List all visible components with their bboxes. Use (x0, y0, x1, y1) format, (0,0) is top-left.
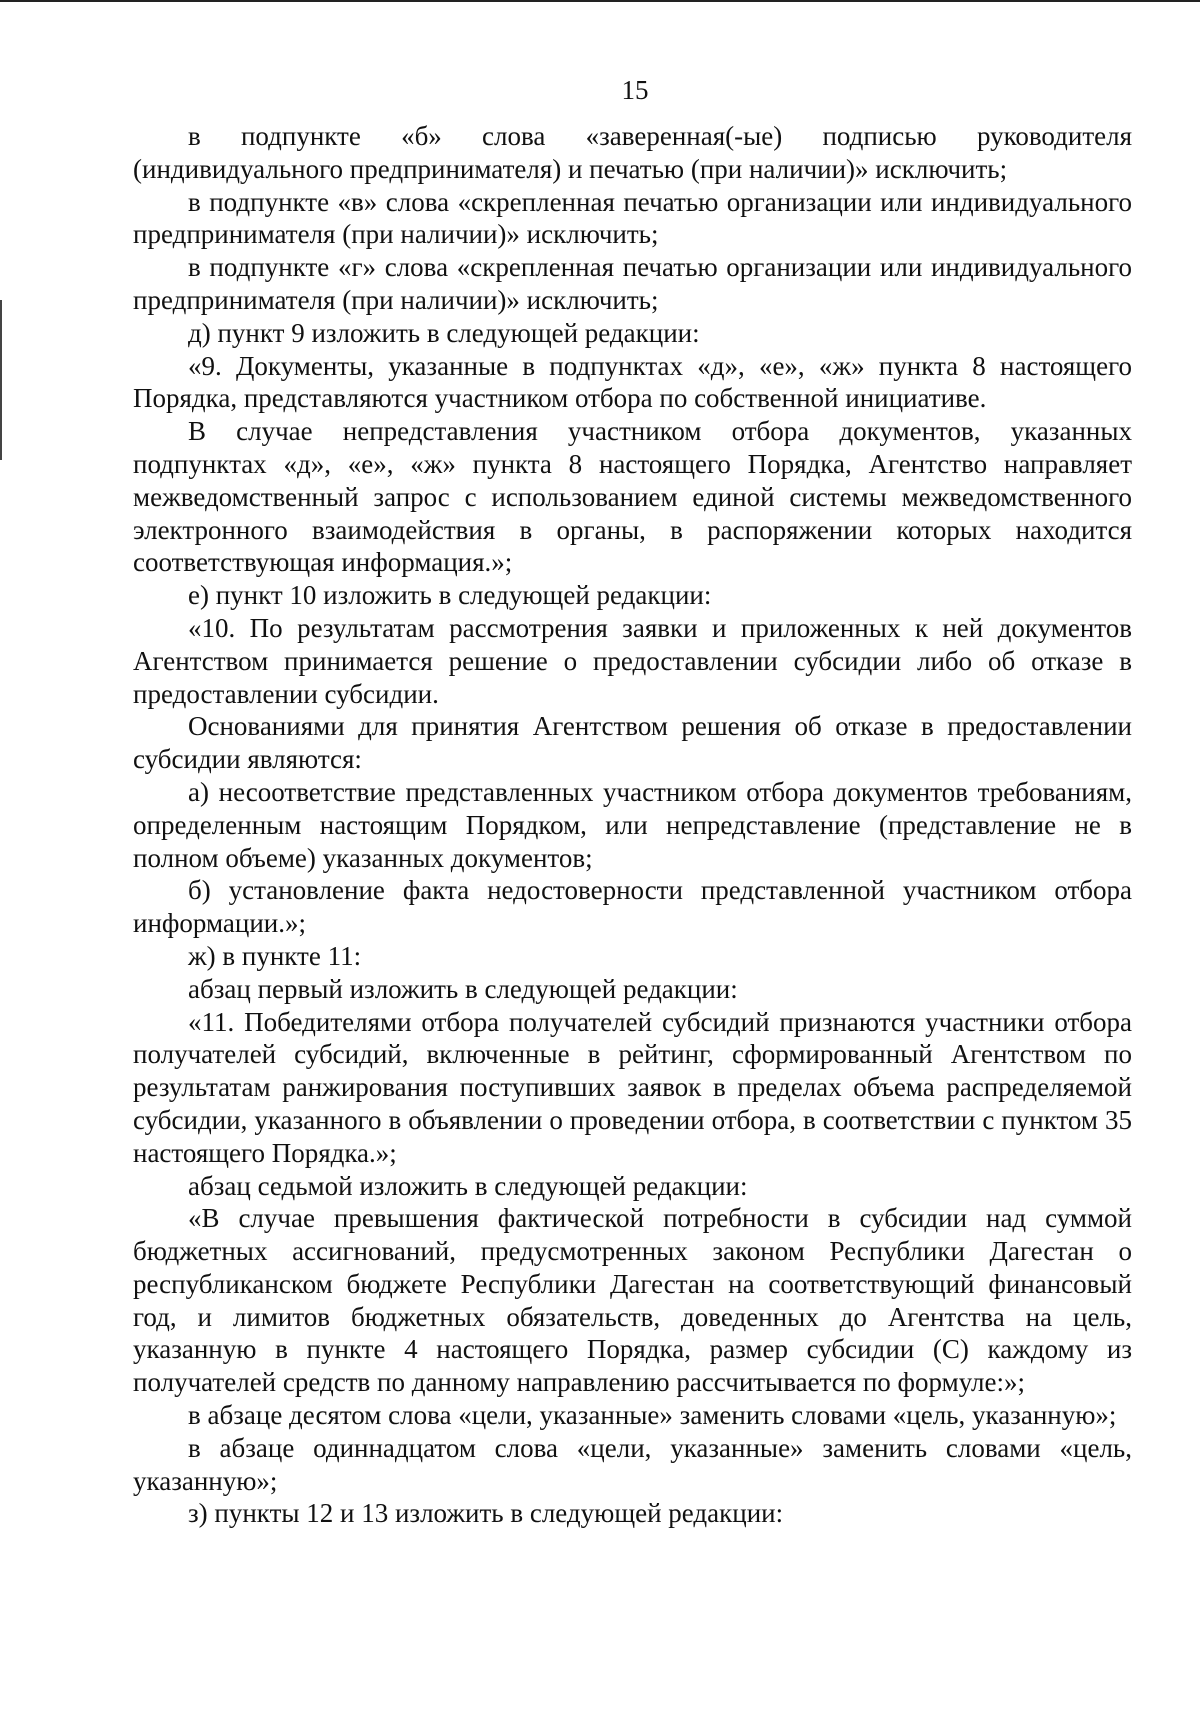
paragraph: в абзаце одиннадцатом слова «цели, указанные» заменить словами «цель, указанную»; (133, 1432, 1132, 1496)
paragraph: В случае непредставления участником отбора документов, указанных подпунктах «д», «е», «ж» пункта 8 настоящего Порядка, Агентство направляет межведомственный запрос с использованием единой системы межведомственного электронного взаимодействия в органы, в распоряжении которых находится соответствующая информация.»; (133, 416, 1132, 578)
paragraph: «11. Победителями отбора получателей субсидий признаются участники отбора получателей субсидий, включенные в рейтинг, сформированный Агентством по результатам ранжирования поступивших заявок в пределах объема распределяемой субсидии, указанного в объявлении о проведении отбора, в соответствии с пунктом 35 настоящего Порядка.»; (133, 1006, 1132, 1168)
paragraph: в абзаце десятом слова «цели, указанные» заменить словами «цель, указанную»; (188, 1400, 1117, 1431)
paragraph: «9. Документы, указанные в подпунктах «д», «е», «ж» пункта 8 настоящего Порядка, представляются участником отбора по собственной инициативе. (133, 350, 1132, 414)
paragraph: Основаниями для принятия Агентством решения об отказе в предоставлении субсидии являются: (133, 711, 1132, 775)
document-body (133, 120, 1132, 1530)
paragraph: в подпункте «б» слова «заверенная(-ые) подписью руководителя (индивидуального предпринимателя) и печатью (при наличии)» исключить; (133, 121, 1132, 184)
paragraph: «В случае превышения фактической потребности в субсидии над суммой бюджетных ассигнований, предусмотренных законом Республики Дагестан о республиканском бюджете Республики Дагестан на соответствующий финансовый год, и лимитов бюджетных обязательств, доведенных до Агентства на цель, указанную в пункте 4 настоящего Порядка, размер субсидии (С) каждому из получателей средств по данному направлению рассчитывается по формуле:»; (133, 1203, 1132, 1398)
paragraph: в подпункте «г» слова «скрепленная печатью организации или индивидуального предпринимателя (при наличии)» исключить; (133, 252, 1132, 315)
paragraph: абзац седьмой изложить в следующей редакции: (188, 1170, 748, 1201)
paragraph: «10. По результатам рассмотрения заявки и приложенных к ней документов Агентством принимается решение о предоставлении субсидии либо об отказе в предоставлении субсидии. (133, 612, 1132, 709)
scan-edge-top (0, 0, 1200, 2)
page-number: 15 (621, 75, 649, 105)
paragraph: абзац первый изложить в следующей редакции: (188, 973, 738, 1004)
paragraph: б) установление факта недостоверности представленной участником отбора информации.»; (133, 875, 1132, 939)
scan-edge-left (0, 300, 2, 460)
paragraph: а) несоответствие представленных участником отбора документов требованиям, определенным настоящим Порядком, или непредставление (представление не в полном объеме) указанных документов; (133, 776, 1132, 873)
paragraph: д) пункт 9 изложить в следующей редакции: (188, 317, 700, 348)
paragraph: з) пункты 12 и 13 изложить в следующей редакции: (188, 1498, 784, 1529)
paragraph: ж) в пункте 11: (188, 940, 362, 971)
paragraph: в подпункте «в» слова «скрепленная печатью организации или индивидуального предпринимателя (при наличии)» исключить; (133, 186, 1132, 250)
paragraph: е) пункт 10 изложить в следующей редакции: (188, 580, 712, 611)
